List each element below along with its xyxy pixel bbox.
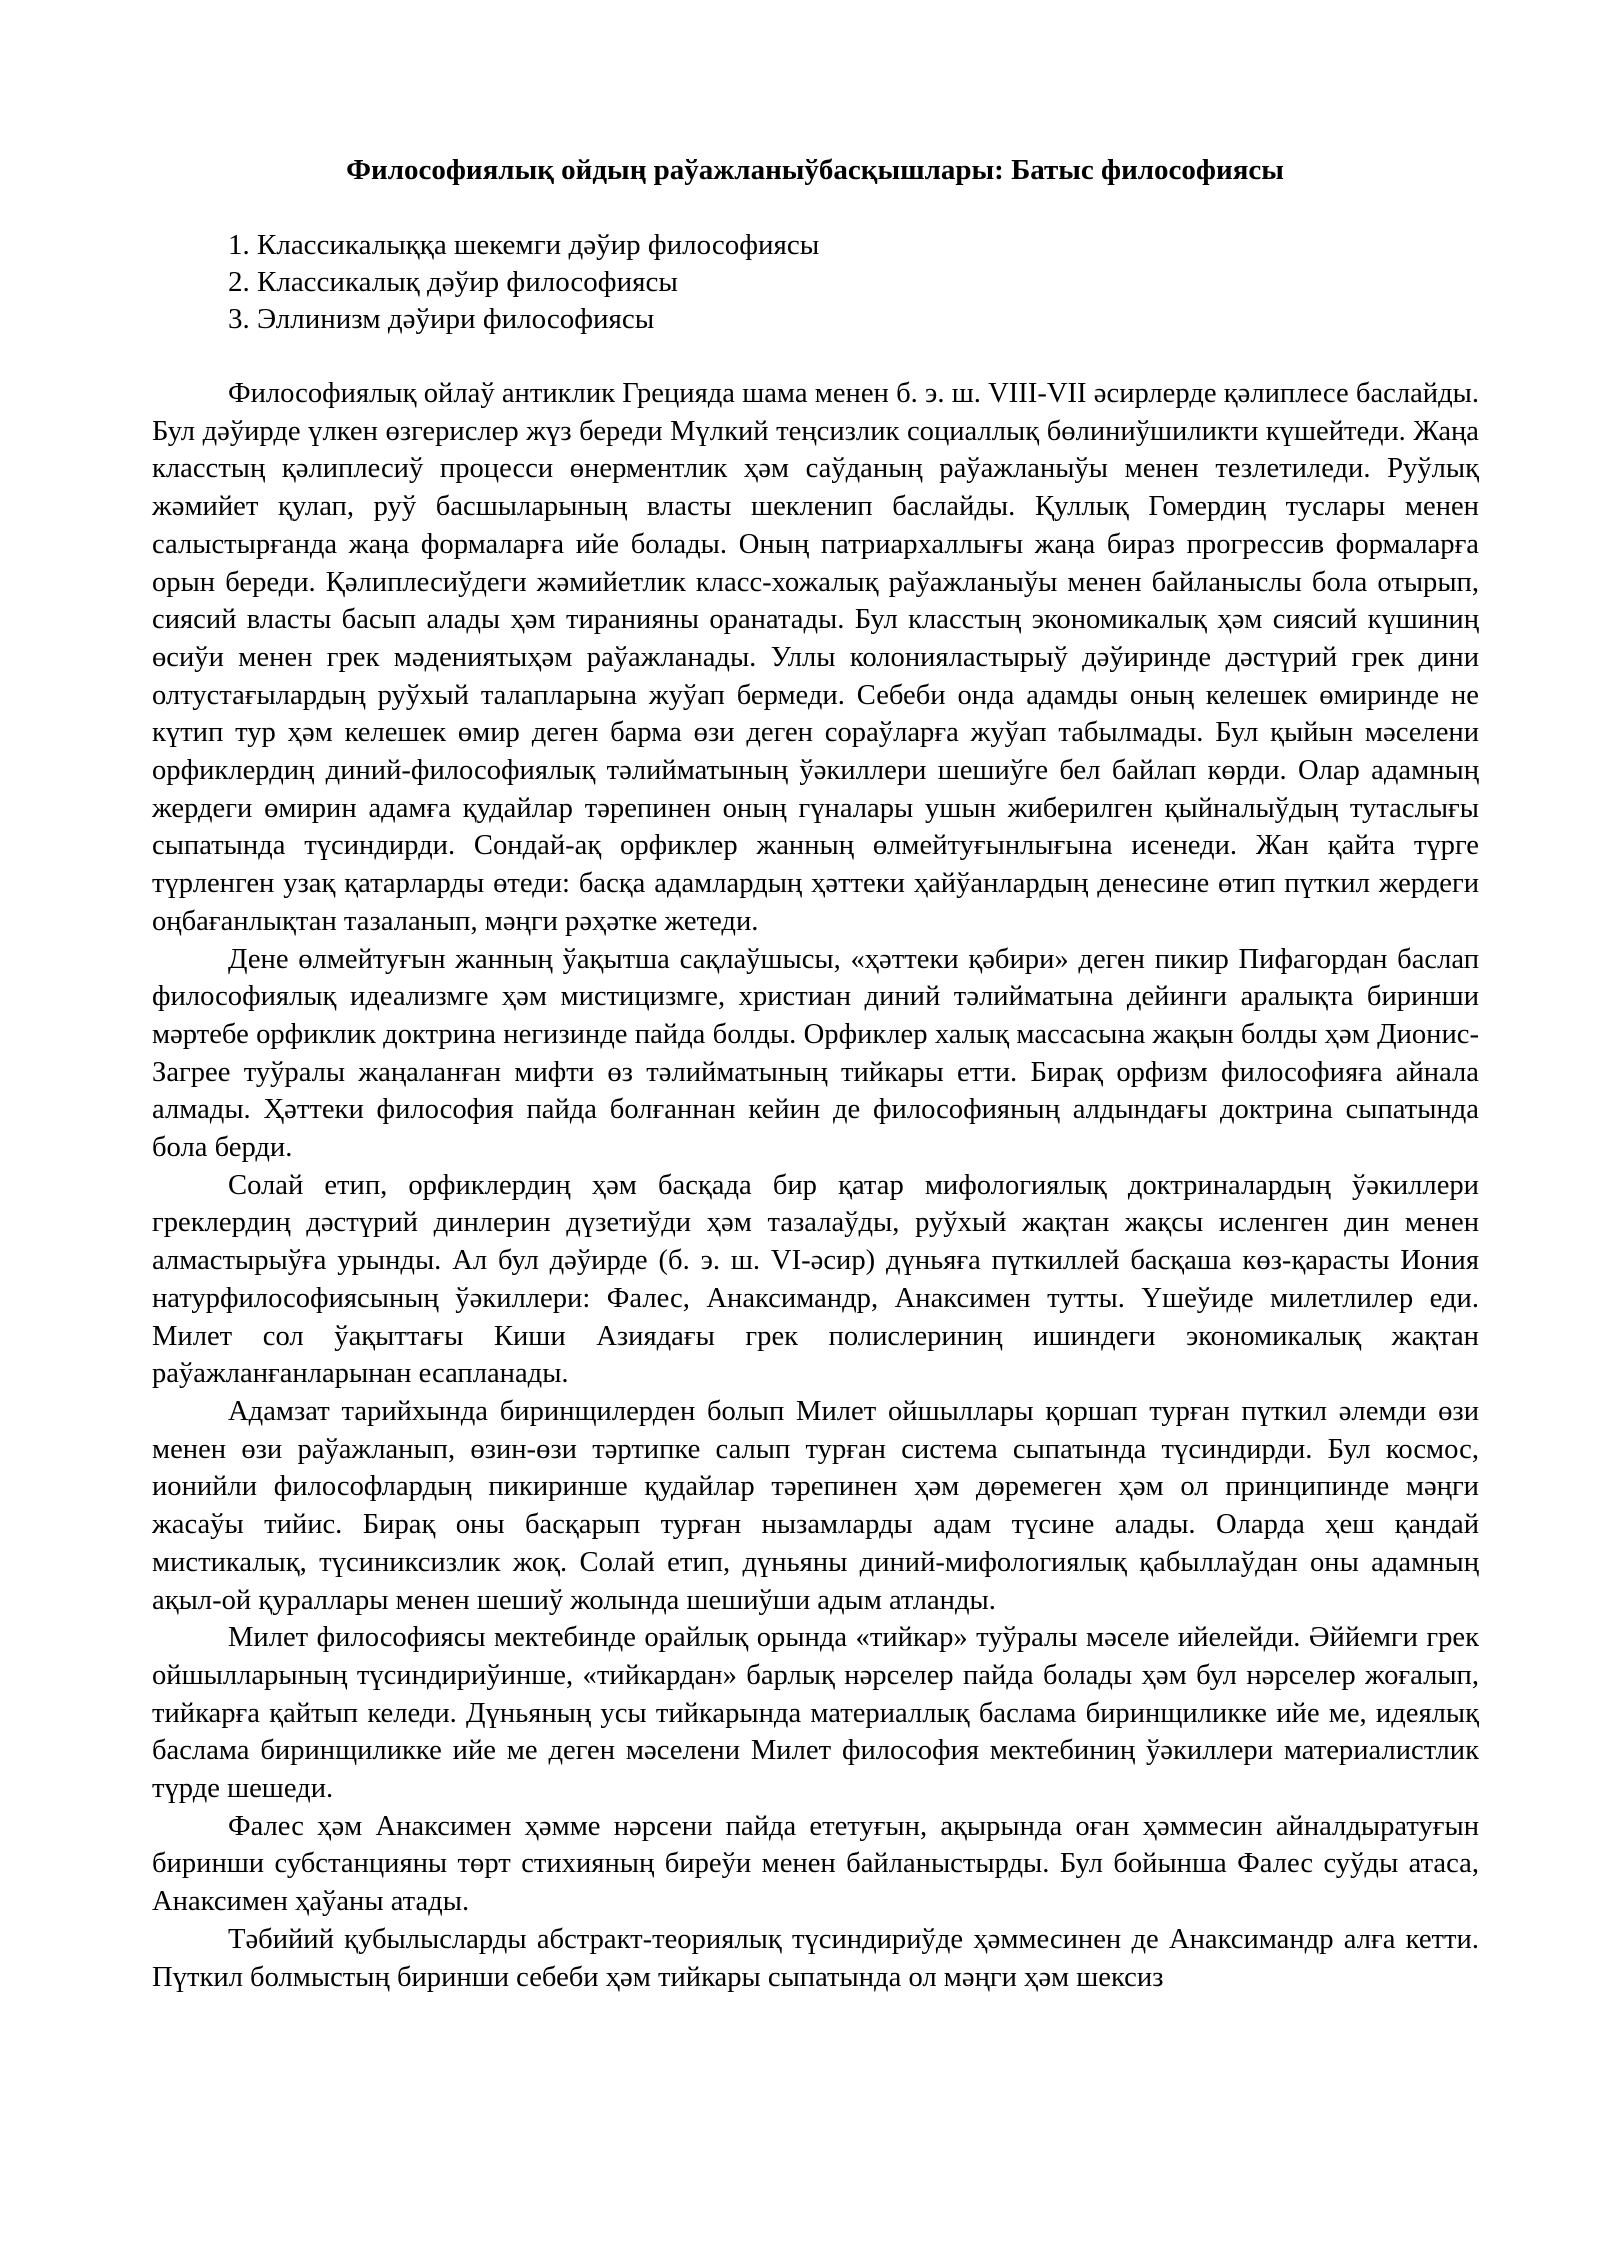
- paragraph: Солай етип, орфиклердиң ҳәм басқада бир қатар мифологиялық доктриналардың ўәкиллери греклердиң дәстүрий динлерин дүзетиўди ҳәм тазалаўды, руўхый жақтан жақсы исленген дин менен алмастырыўға урынды. Ал бул дәўирде (б. э. ш. VI-әсир) дүньяға пүткиллей басқаша көз-қарасты Иония натурфилософиясының ўәкиллери: Фалес, Анаксимандр, Анаксимен тутты. Үшеўиде милетлилер еди. Милет сол ўақыттағы Киши Азиядағы грек полислериниң ишиндеги экономикалық жақтан раўажланғанларынан есапланады.: [152, 1169, 1479, 1390]
- paragraph: Адамзат тарийхында биринщилерден болып Милет ойшыллары қоршап турған пүткил әлемди өзи менен өзи раўажланып, өзин-өзи тәртипке салып турған система сыпатында түсиндирди. Бул космос, ионийли философлардың пикиринше қудайлар тәрепинен ҳәм дөремеген ҳәм ол принципинде мәңги жасаўы тийис. Бирақ оны басқарып турған нызамларды адам түсине алады. Оларда ҳеш қандай мистикалық, түсиниксизлик жоқ. Солай етип, дүньяны диний-мифологиялық қабыллаўдан оны адамның ақыл-ой қураллары менен шешиў жолында шешиўши адым атланды.: [152, 1395, 1479, 1616]
- body-text: [152, 375, 1479, 1996]
- paragraph: Милет философиясы мектебинде орайлық орында «тийкар» туўралы мәселе ийелейди. Әййемги грек ойшылларының түсиндириўинше, «тийкардан» барлық нәрселер пайда болады ҳәм бул нәрселер жоғалып, тийкарға қайтып келеди. Дүньяның усы тийкарында материаллық баслама биринщиликке ийе ме, идеялық баслама биринщиликке ийе ме деген мәселени Милет философия мектебиниң ўәкиллери материалистлик түрде шешеди.: [152, 1622, 1479, 1805]
- outline-item: 1. Классикалыққа шекемги дәўир философиясы: [228, 229, 820, 261]
- paragraph: Фалес ҳәм Анаксимен ҳәмме нәрсени пайда ететуғын, ақырында оған ҳәммесин айналдыратуғын биринши субстанцияны төрт стихияның биреўи менен байланыстырды. Бул бойынша Фалес суўды атаса, Анаксимен ҳаўаны атады.: [152, 1810, 1479, 1918]
- paragraph: Дене өлмейтуғын жанның ўақытша сақлаўшысы, «ҳәттеки қәбири» деген пикир Пифагордан баслап философиялық идеализмге ҳәм мистицизмге, христиан диний тәлийматына дейинги аралықта биринши мәртебе орфиклик доктрина негизинде пайда болды. Орфиклер халық массасына жақын болды ҳәм Дионис-Загрее туўралы жаңаланған мифти өз тәлийматының тийкары етти. Бирақ орфизм философияға айнала алмады. Ҳәттеки философия пайда болғаннан кейин де философияның алдындағы доктрина сыпатында бола берди.: [152, 943, 1479, 1164]
- outline-list: [228, 227, 819, 338]
- outline-item: 3. Эллинизм дәўири философиясы: [228, 303, 655, 335]
- paragraph: Философиялық ойлаў антиклик Грецияда шама менен б. э. ш. VIII-VII әсирлерде қәлиплесе баслайды. Бул дәўирде үлкен өзгерислер жүз береди Мүлкий теңсизлик социаллық бөлиниўшиликти күшейтеди. Жаңа класстың қәлиплесиў процесси өнерментлик ҳәм саўданың раўажланыўы менен тезлетиледи. Руўлық жәмийет қулап, руў басшыларының власты шекленип баслайды. Қуллық Гомердиң туслары менен салыстырғанда жаңа формаларға ийе болады. Оның патриархаллығы жаңа бираз прогрессив формаларға орын береди. Қәлиплесиўдеги жәмийетлик класс-хожалық раўажланыўы менен байланыслы бола отырып, сиясий власты басып алады ҳәм тиранияны оранатады. Бул класстың экономикалық ҳәм сиясий күшиниң өсиўи менен грек мәдениятыҳәм раўажланады. Уллы колонияластырыў дәўиринде дәстүрий грек дини олтустағылардың руўхый талапларына жуўап бермеди. Себеби онда адамды оның келешек өмиринде не күтип тур ҳәм келешек өмир деген барма өзи деген сораўларға жуўап табылмады. Бул қыйын мәселени орфиклердиң диний-философиялық тәлийматының ўәкиллери шешиўге бел байлап көрди. Олар адамның жердеги өмирин адамға қудайлар тәрепинен оның гүналары ушын жиберилген қыйналыўдың тутаслығы сыпатында түсиндирди. Сондай-ақ орфиклер жанның өлмейтуғынлығына исенеди. Жан қайта түрге түрленген узақ қатарларды өтеди: басқа адамлардың ҳәттеки ҳайўанлардың денесине өтип пүткил жердеги оңбағанлықтан тазаланып, мәңги рәҳәтке жетеди.: [152, 378, 1479, 937]
- outline-item: 2. Классикалық дәўир философиясы: [228, 266, 678, 298]
- paragraph: Тәбийий қубылысларды абстракт-теориялық түсиндириўде ҳәммесинен де Анаксимандр алға кетти. Пүткил болмыстың биринши себеби ҳәм тийкары сыпатында ол мәңги ҳәм шексиз: [152, 1923, 1479, 1993]
- document-title: Философиялық ойдың раўажланыўбасқышлары: Батыс философиясы: [346, 154, 1284, 186]
